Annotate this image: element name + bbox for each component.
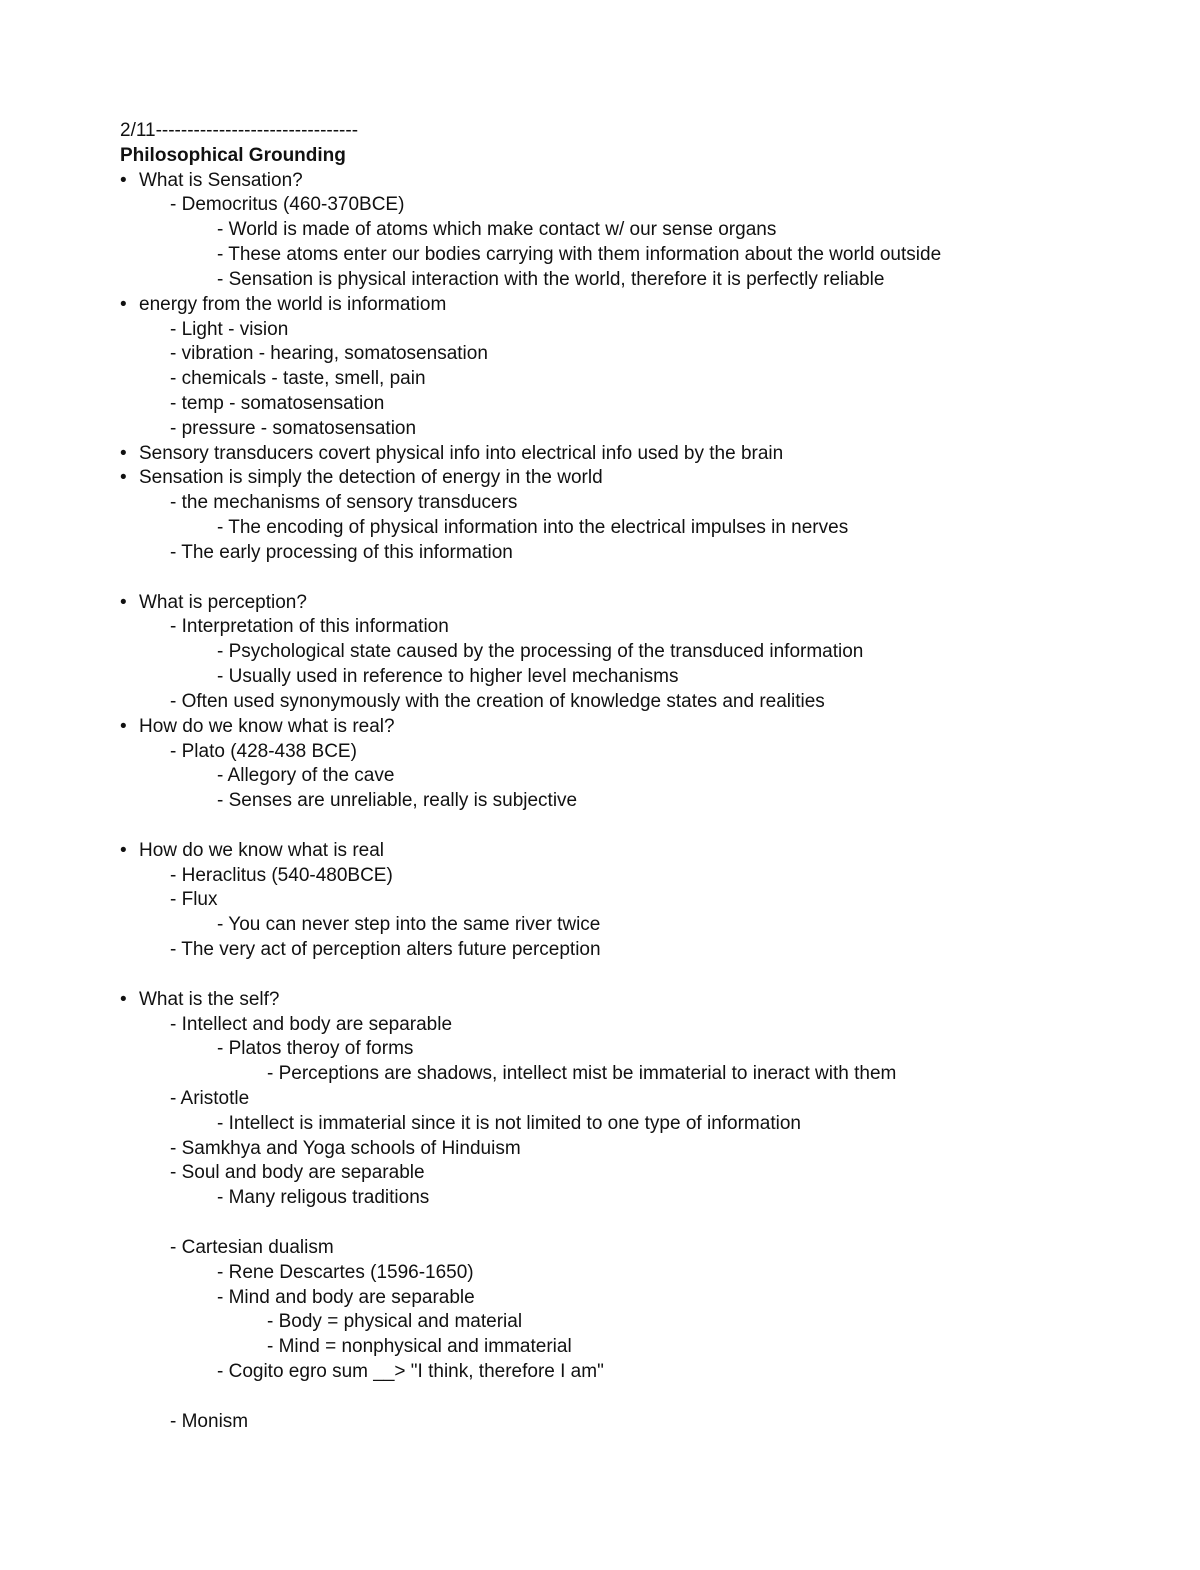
line-text: How do we know what is real?	[139, 715, 395, 737]
line-text: What is the self?	[139, 988, 280, 1010]
line-text: - Psychological state caused by the processing of the transduced information	[217, 641, 864, 663]
note-line	[170, 1087, 249, 1111]
line-text: What is Sensation?	[139, 169, 303, 191]
note-line	[217, 1186, 429, 1210]
note-line	[170, 318, 288, 342]
bullet-glyph: •	[120, 839, 127, 861]
note-line	[170, 491, 517, 515]
line-text: - Monism	[170, 1410, 249, 1432]
line-text: - World is made of atoms which make contact w/ our sense organs	[217, 219, 777, 241]
note-line	[170, 1161, 425, 1185]
note-line	[170, 541, 513, 565]
line-text: - The encoding of physical information into the electrical impulses in nerves	[217, 517, 849, 539]
note-line	[170, 690, 825, 714]
note-line	[170, 740, 357, 764]
line-text: - the mechanisms of sensory transducers	[170, 492, 518, 514]
bullet-item	[120, 839, 384, 863]
note-line	[170, 367, 426, 391]
note-line	[217, 243, 941, 267]
line-text: Sensation is simply the detection of energy in the world	[139, 467, 603, 489]
line-text: - Cartesian dualism	[170, 1236, 334, 1258]
line-text: - Samkhya and Yoga schools of Hinduism	[170, 1137, 521, 1159]
line-text: - The early processing of this information	[170, 541, 513, 563]
line-text: - temp - somatosensation	[170, 393, 385, 415]
note-line	[170, 1013, 452, 1037]
line-text: - Mind = nonphysical and immaterial	[267, 1336, 572, 1358]
note-line	[217, 516, 848, 540]
note-line	[217, 1112, 801, 1136]
bullet-item	[120, 293, 446, 317]
bullet-item	[120, 466, 603, 490]
note-line	[120, 119, 358, 143]
note-line	[170, 938, 601, 962]
line-text: 2/11--------------------------------	[120, 120, 359, 141]
line-text: - Senses are unreliable, really is subjective	[217, 790, 578, 812]
note-line	[170, 342, 488, 366]
line-text: - pressure - somatosensation	[170, 417, 417, 439]
note-line	[170, 1137, 521, 1161]
note-line	[170, 193, 404, 217]
note-line	[170, 1410, 248, 1434]
note-line	[217, 764, 394, 788]
line-text: - Sensation is physical interaction with the world, therefore it is perfectly reliable	[217, 268, 885, 290]
line-text: - Cogito egro sum __> "I think, therefore I am"	[217, 1361, 604, 1382]
line-text: - Often used synonymously with the creation of knowledge states and realities	[170, 690, 825, 712]
line-text: What is perception?	[139, 591, 307, 613]
section-title	[120, 144, 346, 168]
line-text: - Heraclitus (540-480BCE)	[170, 864, 393, 886]
bullet-item	[120, 591, 307, 615]
line-text: - Plato (428-438 BCE)	[170, 740, 357, 762]
note-line	[217, 665, 679, 689]
line-text: - Intellect and body are separable	[170, 1013, 453, 1035]
line-text: Sensory transducers covert physical info into electrical info used by the brain	[139, 442, 784, 464]
line-text: - Mind and body are separable	[217, 1286, 475, 1308]
line-text: - Usually used in reference to higher level mechanisms	[217, 666, 679, 688]
line-text: - Light - vision	[170, 318, 289, 340]
bullet-glyph: •	[120, 169, 127, 191]
bullet-glyph: •	[120, 988, 127, 1010]
bullet-glyph: •	[120, 467, 127, 489]
bullet-item	[120, 715, 395, 739]
line-text: - Aristotle	[170, 1087, 250, 1109]
note-line	[170, 417, 416, 441]
bullet-item	[120, 988, 279, 1012]
note-line	[217, 640, 863, 664]
line-text: - Many religous traditions	[217, 1187, 430, 1209]
bullet-glyph: •	[120, 591, 127, 613]
line-text: energy from the world is informatiom	[139, 293, 447, 315]
note-line	[217, 1360, 604, 1384]
note-line	[217, 1037, 413, 1061]
line-text: - Body = physical and material	[267, 1311, 523, 1333]
note-line	[217, 1261, 474, 1285]
note-line	[217, 218, 776, 242]
line-text: - Democritus (460-370BCE)	[170, 194, 405, 216]
bullet-item	[120, 442, 783, 466]
line-text: - Rene Descartes (1596-1650)	[217, 1261, 474, 1283]
line-text: - Interpretation of this information	[170, 616, 449, 638]
line-text: Philosophical Grounding	[120, 144, 346, 166]
line-text: - vibration - hearing, somatosensation	[170, 343, 488, 365]
note-line	[217, 789, 577, 813]
line-text: - Allegory of the cave	[217, 765, 395, 787]
bullet-glyph: •	[120, 442, 127, 464]
line-text: - chemicals - taste, smell, pain	[170, 368, 426, 390]
note-line	[170, 392, 384, 416]
line-text: - Flux	[170, 889, 218, 911]
note-line	[217, 268, 884, 292]
note-line	[217, 1286, 475, 1310]
note-line	[217, 913, 600, 937]
line-text: - Soul and body are separable	[170, 1162, 425, 1184]
note-line	[267, 1062, 896, 1086]
line-text: - Platos theroy of forms	[217, 1038, 414, 1060]
line-text: How do we know what is real	[139, 839, 384, 861]
line-text: - Intellect is immaterial since it is not limited to one type of information	[217, 1112, 801, 1134]
note-line	[267, 1310, 522, 1334]
note-line	[267, 1335, 572, 1359]
line-text: - These atoms enter our bodies carrying with them information about the world outside	[217, 244, 942, 266]
bullet-item	[120, 169, 303, 193]
bullet-glyph: •	[120, 715, 127, 737]
note-line	[170, 1236, 334, 1260]
note-line	[170, 888, 218, 912]
bullet-glyph: •	[120, 293, 127, 315]
line-text: - The very act of perception alters future perception	[170, 939, 601, 961]
note-line	[170, 864, 393, 888]
note-line	[170, 615, 449, 639]
line-text: - You can never step into the same river twice	[217, 914, 601, 936]
line-text: - Perceptions are shadows, intellect mist be immaterial to ineract with them	[267, 1063, 897, 1085]
